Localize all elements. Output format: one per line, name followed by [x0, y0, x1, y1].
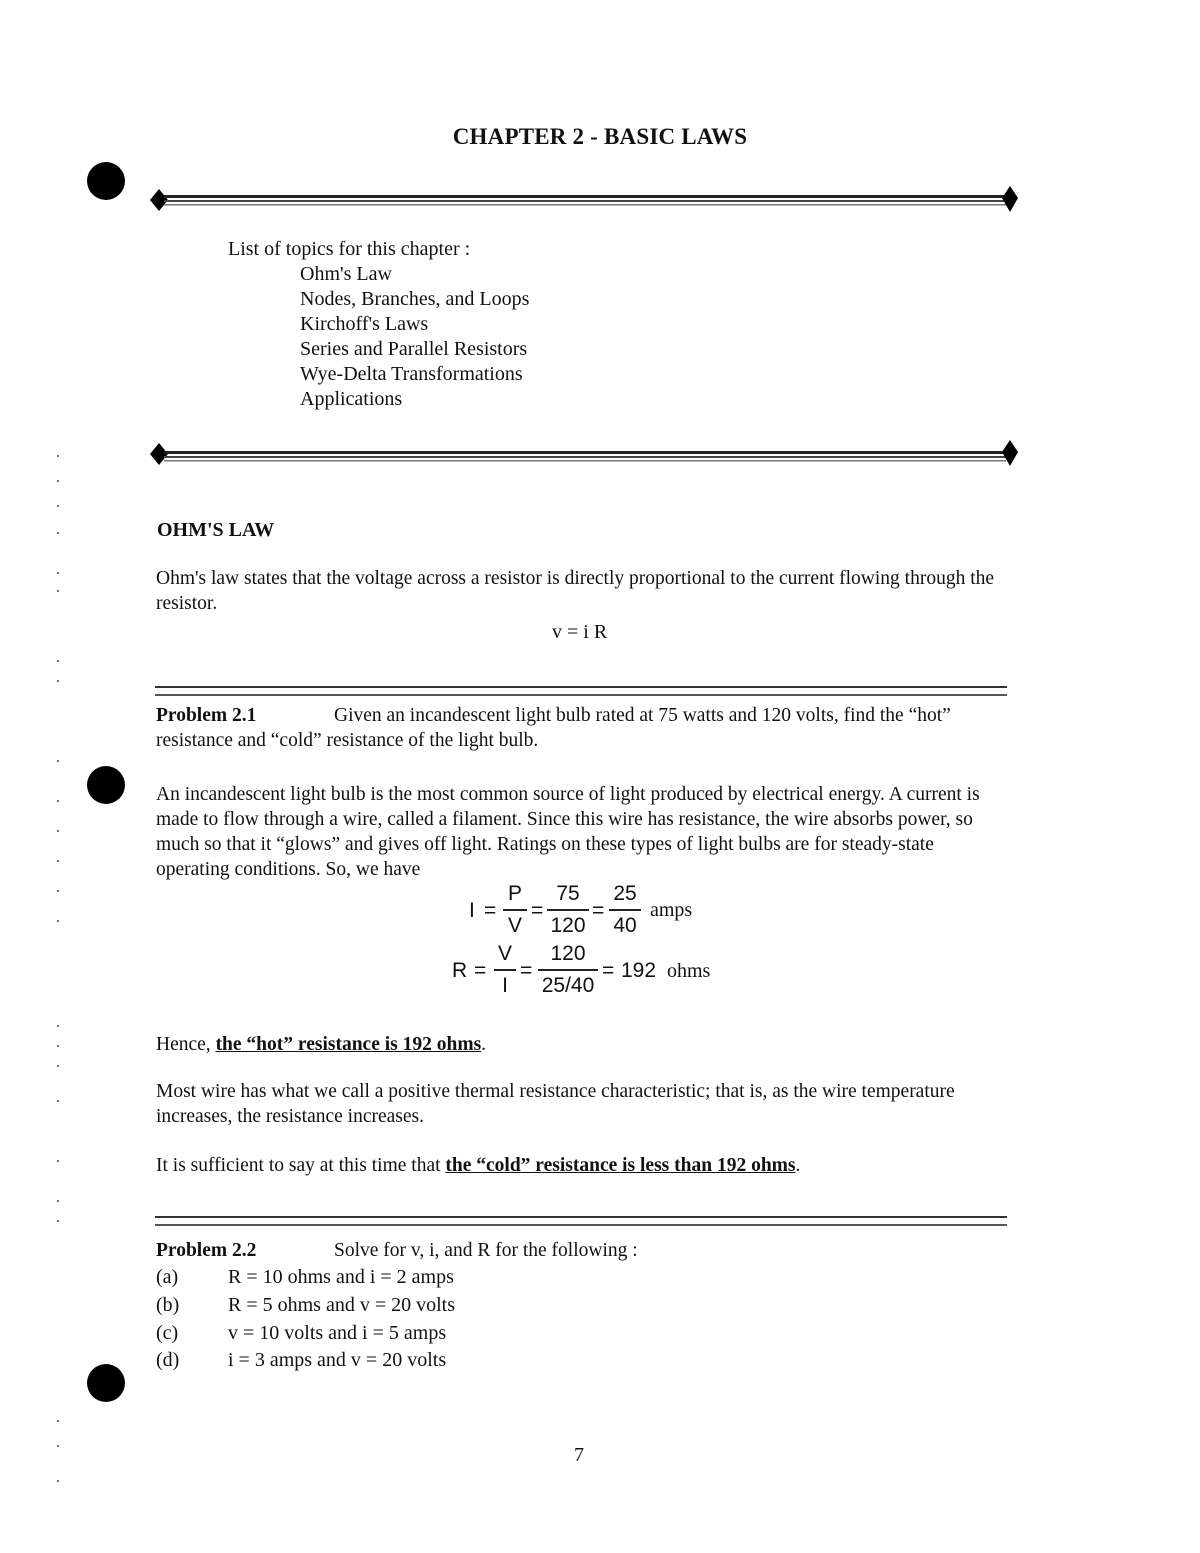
- fraction-denominator: 25/40: [541, 974, 595, 997]
- cold-resistance-answer: [156, 1153, 1006, 1178]
- fraction-numerator: V: [497, 942, 512, 965]
- equals-sign: =: [520, 959, 533, 982]
- answer-highlight: the “cold” resistance is less than 192 ohms: [445, 1155, 796, 1176]
- ohms-law-formula: v = i R: [552, 621, 608, 643]
- answer-highlight: the “hot” resistance is 192 ohms: [215, 1034, 482, 1055]
- fraction-denominator: I: [502, 974, 508, 997]
- item-label: (b): [156, 1294, 180, 1316]
- problem-statement: Given an incandescent light bulb rated at 75 watts and 120 volts, find the “hot” resistance and “cold” resistance of the light bulb.: [156, 705, 951, 751]
- answer-prefix: It is sufficient to say at this time that: [156, 1155, 446, 1176]
- problem-explanation: An incandescent light bulb is the most common source of light produced by electrical energy. A current is made to flow through a wire, called a filament. Since this wire has resistance, the wire absorbs power, so much so that it “glows” and gives off light. Ratings on these types of light bulbs are for steady-state operating conditions. So, we have: [156, 784, 980, 880]
- ohms-law-intro: Ohm's law states that the voltage across a resistor is directly proportional to the current flowing through the resistor.: [156, 568, 995, 614]
- section-heading: OHM'S LAW: [157, 519, 275, 541]
- problem-label: Problem 2.2: [156, 1240, 257, 1261]
- unit: ohms: [667, 960, 711, 982]
- fraction-bar: [547, 909, 589, 911]
- fraction-denominator: 40: [613, 914, 637, 937]
- decorative-rule-bottom: [150, 434, 1020, 474]
- equals-sign: =: [474, 959, 487, 982]
- topic-item: Ohm's Law: [300, 263, 392, 285]
- answer-prefix: Hence,: [156, 1034, 216, 1055]
- fraction-denominator: 120: [550, 914, 586, 937]
- problem-label: Problem 2.1: [156, 705, 257, 726]
- eq-lhs: R: [452, 959, 468, 982]
- fraction-bar: [609, 909, 641, 911]
- equals-sign: =: [592, 899, 605, 922]
- problem-2-1: [156, 703, 1006, 753]
- punch-hole-middle: [87, 766, 125, 804]
- eq-lhs: I: [469, 899, 475, 922]
- period: .: [481, 1034, 487, 1055]
- equals-sign: =: [484, 899, 497, 922]
- divider: [155, 686, 1007, 696]
- topic-item: Nodes, Branches, and Loops: [300, 288, 530, 310]
- hot-resistance-answer: [156, 1032, 1006, 1057]
- fraction-denominator: V: [507, 914, 522, 937]
- item-label: (d): [156, 1349, 180, 1371]
- thermal-characteristic: Most wire has what we call a positive thermal resistance characteristic; that is, as the wire temperature increases, the resistance increases.: [156, 1081, 955, 1127]
- problem-statement: Solve for v, i, and R for the following :: [334, 1240, 638, 1261]
- punch-hole-top: [87, 162, 125, 200]
- unit: amps: [650, 899, 693, 921]
- fraction-numerator: 25: [613, 882, 637, 905]
- fraction-numerator: P: [507, 882, 522, 905]
- period: .: [795, 1155, 801, 1176]
- equals-sign: =: [531, 899, 544, 922]
- topic-item: Series and Parallel Resistors: [300, 338, 528, 360]
- fraction-bar: [494, 969, 516, 971]
- topic-item: Applications: [300, 388, 403, 410]
- fraction-numerator: 120: [550, 942, 586, 965]
- item-label: (c): [156, 1322, 179, 1344]
- result-value: 192: [621, 959, 657, 982]
- topics-heading: List of topics for this chapter :: [228, 238, 471, 260]
- item-text: R = 10 ohms and i = 2 amps: [228, 1266, 454, 1288]
- problem-2-2: [156, 1238, 1006, 1263]
- divider: [155, 1216, 1007, 1226]
- fraction-bar: [538, 969, 598, 971]
- decorative-rule-top: [150, 180, 1020, 220]
- chapter-title: CHAPTER 2 - BASIC LAWS: [452, 124, 748, 149]
- fraction-bar: [503, 909, 527, 911]
- punch-hole-bottom: [87, 1364, 125, 1402]
- topic-item: Kirchoff's Laws: [300, 313, 429, 335]
- fraction-numerator: 75: [556, 882, 580, 905]
- item-text: v = 10 volts and i = 5 amps: [228, 1322, 447, 1344]
- page-number: 7: [574, 1444, 584, 1466]
- topic-item: Wye-Delta Transformations: [300, 363, 523, 385]
- item-text: i = 3 amps and v = 20 volts: [228, 1349, 447, 1371]
- equals-sign: =: [602, 959, 615, 982]
- item-text: R = 5 ohms and v = 20 volts: [228, 1294, 456, 1316]
- item-label: (a): [156, 1266, 179, 1288]
